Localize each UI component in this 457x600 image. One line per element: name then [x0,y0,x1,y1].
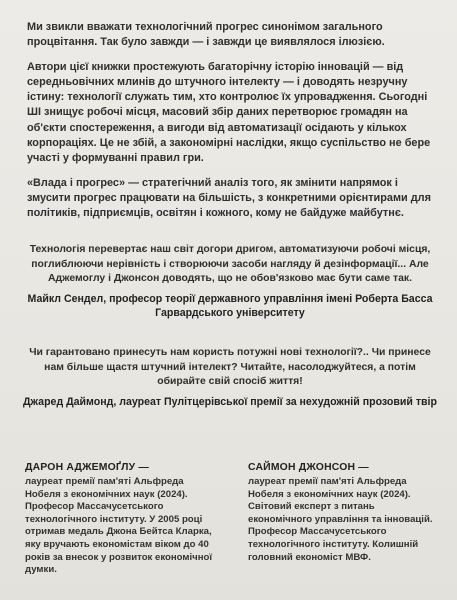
endorsement-quote [20,243,440,321]
description-paragraph: Автори цієї книжки простежують багаторічну історію інновацій — від середньовічних млинів до штучного інтелекту — і доводять незручну істину: технології служать тим, хто контролює їх упровадження. Сьогодні ШІ знищує робочі місця, масовий збір даних перетворює громадян на об'єкти спостереження, а вигоди від автоматизації осідають у кількох корпораціях. Це не збій, а закономірні наслідки, якщо суспільство не бере участі у формуванні правил гри. [27,60,431,165]
quote-text: Технологія перевертає наш світ догори дригом, автоматизуючи робочі місця, поглиблюючи нерівність і створюючи засоби нагляду й дезінформації... Але Аджемоглу і Джонсон доводять, що не обов'язково має бути саме так. [29,244,431,285]
author-bio-johnson [248,462,440,577]
author-description: лауреат премії пам'яті Альфреда Нобеля з економічних наук (2024). Професор Массачусетського технологічного інституту. У 2005 році отримав медаль Джона Бейтса Кларка, яку вручають економістам віком до 40 років за внесок у розвиток економічної думки. [25,476,213,576]
endorsement-quote [20,346,440,409]
quote-text: Чи гарантовано принесуть нам користь потужні нові технології?.. Чи принесе нам більше щастя штучний інтелект? Читайте, насолоджуйтеся, а потім обирайте свій спосіб життя! [29,347,431,388]
author-description: лауреат премії пам'яті Альфреда Нобеля з економічних наук (2024). Світовий експерт з питань економічного управління та інновацій. Професор Массачусетського технологічного інституту. Колишній головний економіст МВФ. [248,476,433,563]
author-bios [25,462,440,577]
author-name: ДАРОН АДЖЕМОҐЛУ — [25,462,150,473]
description-paragraph: Ми звикли вважати технологічний прогрес синонімом загального процвітання. Так було завжди — і завжди це виявлялося ілюзією. [27,21,385,49]
quote-attribution: Джаред Даймонд, лауреат Пулітцерівської премії за нехудожній прозовий твір [23,395,437,408]
book-description [27,20,435,231]
author-bio-acemoglu [25,462,217,577]
author-name: САЙМОН ДЖОНСОН — [248,462,369,473]
description-paragraph: «Влада і прогрес» — стратегічний аналіз того, як змінити напрямок і змусити прогрес працювати на більшість, з конкретними орієнтирами для політиків, підприємців, освітян і кожного, кому не байдуже майбутнє. [27,176,431,220]
quote-attribution: Майкл Сендел, професор теорії державного управління імені Роберта Басса Гарвардського університету [27,292,433,320]
